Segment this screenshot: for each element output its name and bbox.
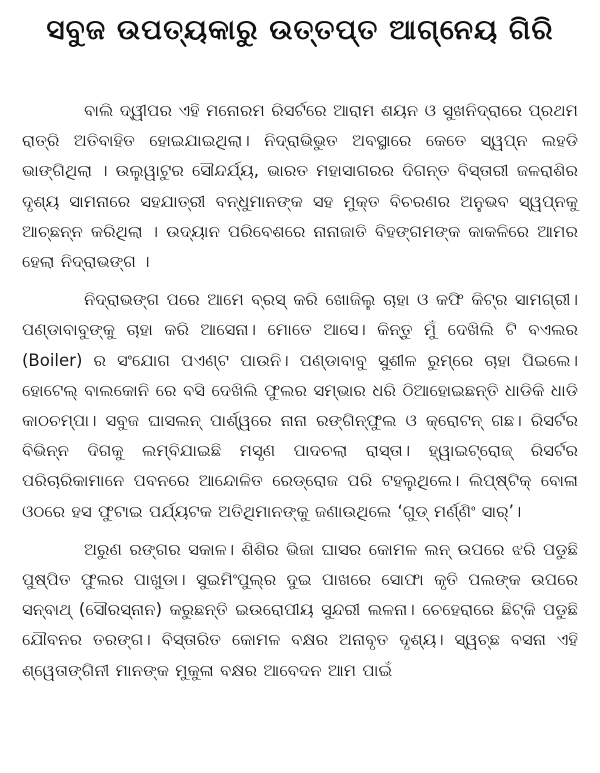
paragraph-3: ଅରୁଣ ରଙ୍ଗର ସକାଳ। ଶିଶିର ଭିଜା ଘାସର କୋମଳ ଲନ୍ ଉପରେ ଝରି ପଡୁଛି ପୁଷ୍ପିତ ଫୁଲର ପାଖୁଡା। ସୁଇମିଂପୁଲ୍‌ର ଦୁଇ ପାଖରେ ସୋଫା କୃତି ପଲଙ୍କ ଉପରେ ସନ୍‌ବାଥ୍ (ସୌରସ୍ନାନ) କରୁଛନ୍ତି ଇଉରୋପୀୟ ସୁନ୍ଦରୀ ଲଳନା। ଚେହେରାରେ ଛିଟ୍‌କି ପଡୁଛି ଯୌବନର ତରଙ୍ଗ। ବିସ୍ତାରିତ କୋମଳ ବକ୍ଷର ଅନାବୃତ ଦୃଶ୍ୟ। ସ୍ୱଚ୍ଛ ବସନା ଏହି ଶ୍ୱେତାଙ୍ଗିନୀ ମାନଙ୍କ ମୁକୁଳା ବକ୍ଷର ଆବେଦନ ଆମ ପାଇଁ (22, 539, 578, 680)
page-title: ସବୁଜ ଉପତ୍ୟକାରୁ ଉତ୍ତପ୍ତ ଆଗ୍ନେୟ ଗିରି (46, 13, 554, 46)
paragraph-1: ବାଲି ଦ୍ୱୀପର ଏହି ମନୋରମ ରିସର୍ଟରେ ଆରାମ ଶୟନ ଓ ସୁଖନିଦ୍ରାରେ ପ୍ରଥମ ରାତ୍ରି ଅତିବାହିତ ହୋଇଯାଇଥିଲା। ନିଦ୍ରାଭିଭୁତ ଅବସ୍ଥାରେ କେତେ ସ୍ୱପ୍ନ ଲହଡି ଭାଙ୍ଗିଥିଲା । ଉଲୁୱାଟୁର ସୌନ୍ଦର୍ଯ୍ୟ, ଭାରତ ମହାସାଗରର ଦିଗନ୍ତ ବିସ୍ତାରୀ ଜଳରାଶିର ଦୃଶ୍ୟ ସାମନାରେ ସହଯାତ୍ରୀ ବନ୍ଧୁମାନଙ୍କ ସହ ମୁକ୍ତ ବିଚରଣର ଅନୁଭବ ସ୍ୱପ୍ନକୁ ଆଚ୍ଛନ୍ନ କରିଥିଲା । ଉଦ୍ୟାନ ପରିବେଶରେ ନାନାଜାତି ବିହଙ୍ଗମଙ୍କ କାକଳିରେ ଆମର ହେଲା ନିଦ୍ରାଭଙ୍ଗ । (22, 101, 578, 272)
body-text (22, 96, 578, 686)
paragraph-2: ନିଦ୍ରାଭଙ୍ଗ ପରେ ଆମେ ବ୍ରସ୍ କରି ଖୋଜିଲୁ ଚାହା ଓ କଫି କିଟ୍‌ର ସାମଗ୍ରୀ। ପଣ୍ଡାବାବୁଙ୍କୁ ଚାହା କରି ଆସେନା। ମୋତେ ଆସେ। କିନ୍ତୁ ମୁଁ ଦେଖିଲି ଟି ବଏଲର (Boiler) ର ସଂଯୋଗ ପଏଣ୍ଟ ପାଉନି। ପଣ୍ଡାବାବୁ ସୁଶୀଳ ରୁମ୍‌ରେ ଚାହା ପିଇଲେ। ହୋଟେଲ୍ ବାଲକୋନି ରେ ବସି ଦେଖିଲି ଫୁଲର ସମ୍ଭାର ଧରି ଠିଆହୋଇଛନ୍ତି ଧାଡିକି ଧାଡି କାଠଚମ୍ପା। ସବୁଜ ଘାସଲନ୍ ପାର୍ଶ୍ୱରେ ନାନା ରଙ୍ଗିନ୍‌ଫୁଲ ଓ କ୍ରୋଟନ୍ ଗଛ। ରିସର୍ଟର ବିଭିନ୍ନ ଦିଗକୁ ଲମ୍ବିଯାଇଛି ମସୃଣ ପାଦଚଲା ରାସ୍ତା। ହ୍ୱାଇଟ୍‌ରୋଜ୍ ରିସର୍ଟର ପରିଚାରିକାମାନେ ପବନରେ ଆନ୍ଦୋଳିତ ରେଡ୍‌ରୋଜ ପରି ଟହଲୁଥିଲେ। ଲିପ୍‌ଷ୍ଟିକ୍ ବୋଳା ଓଠରେ ହସ ଫୁଟାଇ ପର୍ଯ୍ୟଟକ ଅତିଥିମାନଙ୍କୁ ଜଣାଉଥିଲେ ‘ଗୁଡ୍ ମର୍ଣ୍ଣିଂ ସାର୍’। (22, 290, 578, 521)
